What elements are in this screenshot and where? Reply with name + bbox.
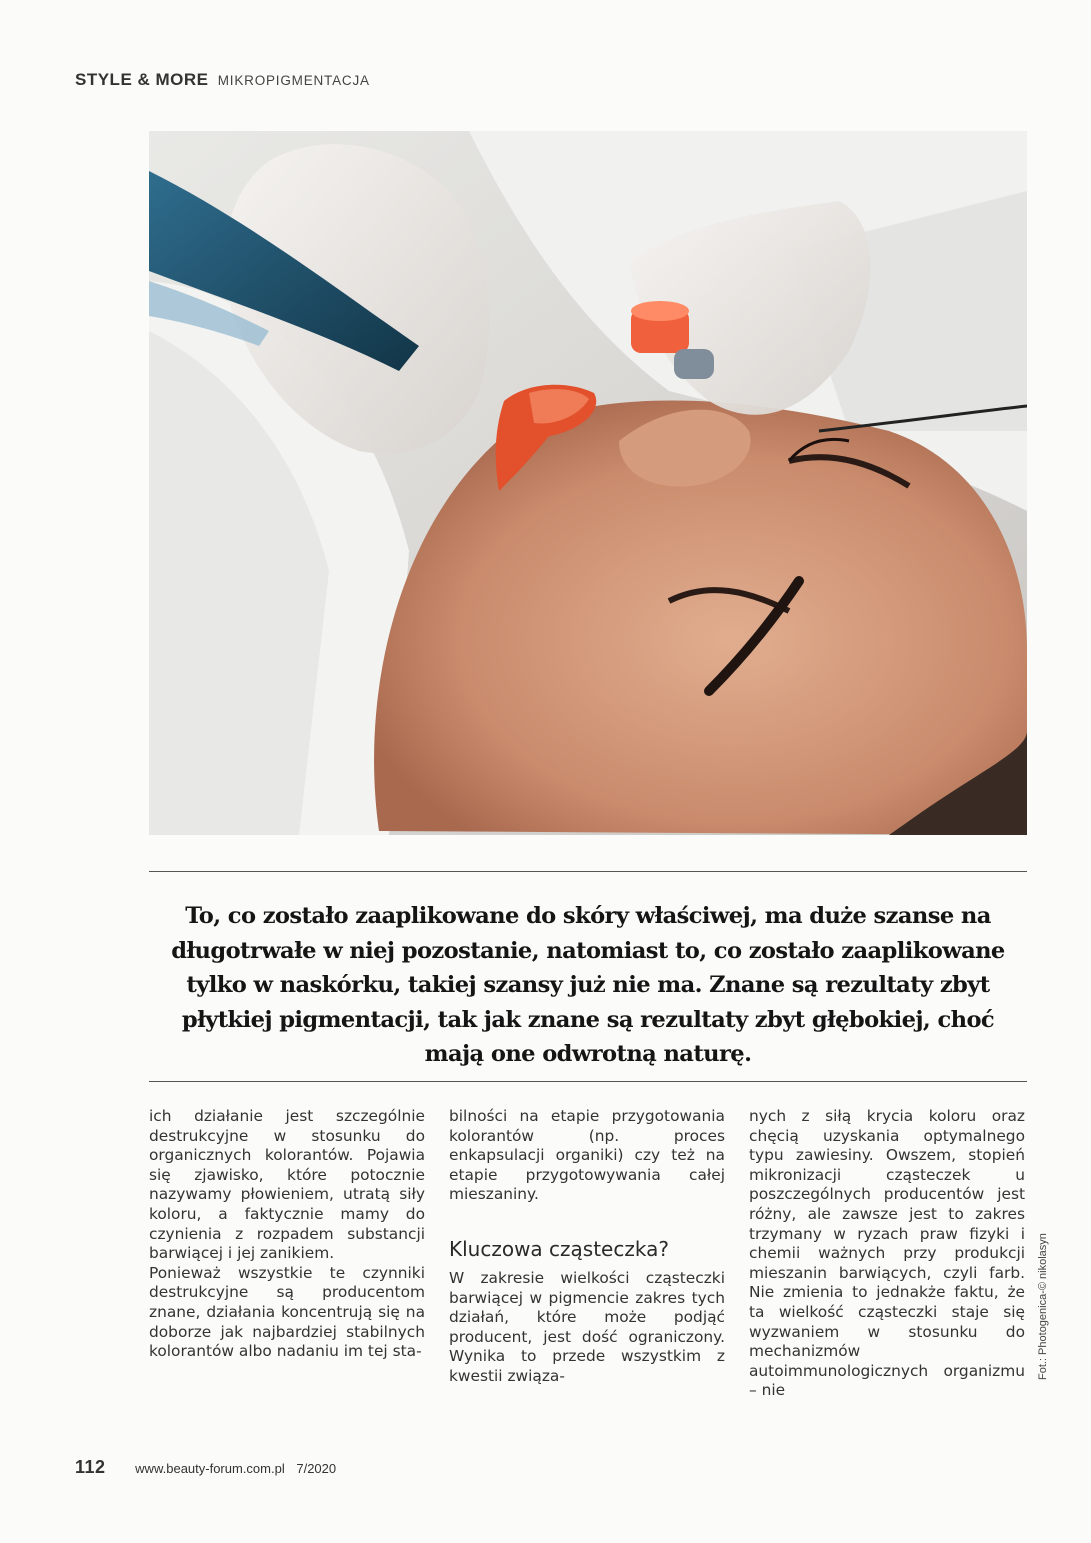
photo-credit: Fot.: Photogenica-© nikolasyn (1037, 1233, 1049, 1380)
section-heading: Kluczowa cząsteczka? (449, 1236, 669, 1261)
paragraph: nych z siłą krycia koloru oraz chęcią uzyskania optymalnego typu zawiesiny. Owszem, stopień mikronizacji cząsteczek u poszczególnych producentów jest różny, ale zawsze jest to zakres trzymany w ryzach praw fizyki i chemii ważnych przy produkcji mieszanin barwiących, czyli farb. Nie zmienia to jednakże faktu, że ta wielkość cząsteczki staje się wyzwaniem w stosunku do mechanizmów autoimmunologicznych organizmu – nie (749, 1107, 1025, 1400)
section-name: STYLE & MORE (75, 70, 209, 89)
paragraph: Ponieważ wszystkie te czynniki destrukcyjne są producentom znane, działania koncentrują się na doborze jak najbardziej stabilnych kolorantów albo nadaniu im tej sta- (149, 1263, 425, 1361)
pullquote-bottom-rule (149, 1081, 1027, 1082)
paragraph: ich działanie jest szczególnie destrukcyjne w stosunku do organicznych kolorantów. Pojawia się zjawisko, które potocznie nazywamy płowieniem, utratą siły koloru, a faktycznie mamy do czynienia z rozpadem substancji barwiącej i jej zanikiem. (149, 1107, 425, 1263)
website-url: www.beauty-forum.com.pl (135, 1461, 285, 1476)
paragraph: W zakresie wielkości cząsteczki barwiącej w pigmencie zakres tych działań, które może podjąć producent, jest dość ograniczony. Wynika to przede wszystkim z kwestii związa- (449, 1268, 725, 1385)
pullquote-top-rule (149, 871, 1027, 872)
pullquote: To, co zostało zaaplikowane do skóry właściwej, ma duże szanse na długotrwałe w niej pozostanie, natomiast to, co zostało zaaplikowane tylko w naskórku, takiej szansy już nie ma. Znane są rezultaty zbyt płytkiej pigmentacji, tak jak znane są rezultaty zbyt głębokiej, choć mają one odwrotną naturę. (171, 903, 1005, 1067)
paragraph: bilności na etapie przygotowania kolorantów (np. proces enkapsulacji organiki) czy też na etapie przygotowywania całej mieszaniny. (449, 1107, 725, 1204)
issue-number: 7/2020 (296, 1461, 337, 1476)
text-column-1 (149, 1107, 425, 1362)
page-footer (75, 1457, 336, 1478)
article-photo (149, 131, 1027, 835)
subsection-name: MIKROPIGMENTACJA (217, 73, 370, 88)
text-column-3 (749, 1107, 1025, 1401)
running-header (75, 70, 370, 90)
text-column-2 (449, 1107, 725, 1387)
page-number: 112 (75, 1457, 106, 1477)
